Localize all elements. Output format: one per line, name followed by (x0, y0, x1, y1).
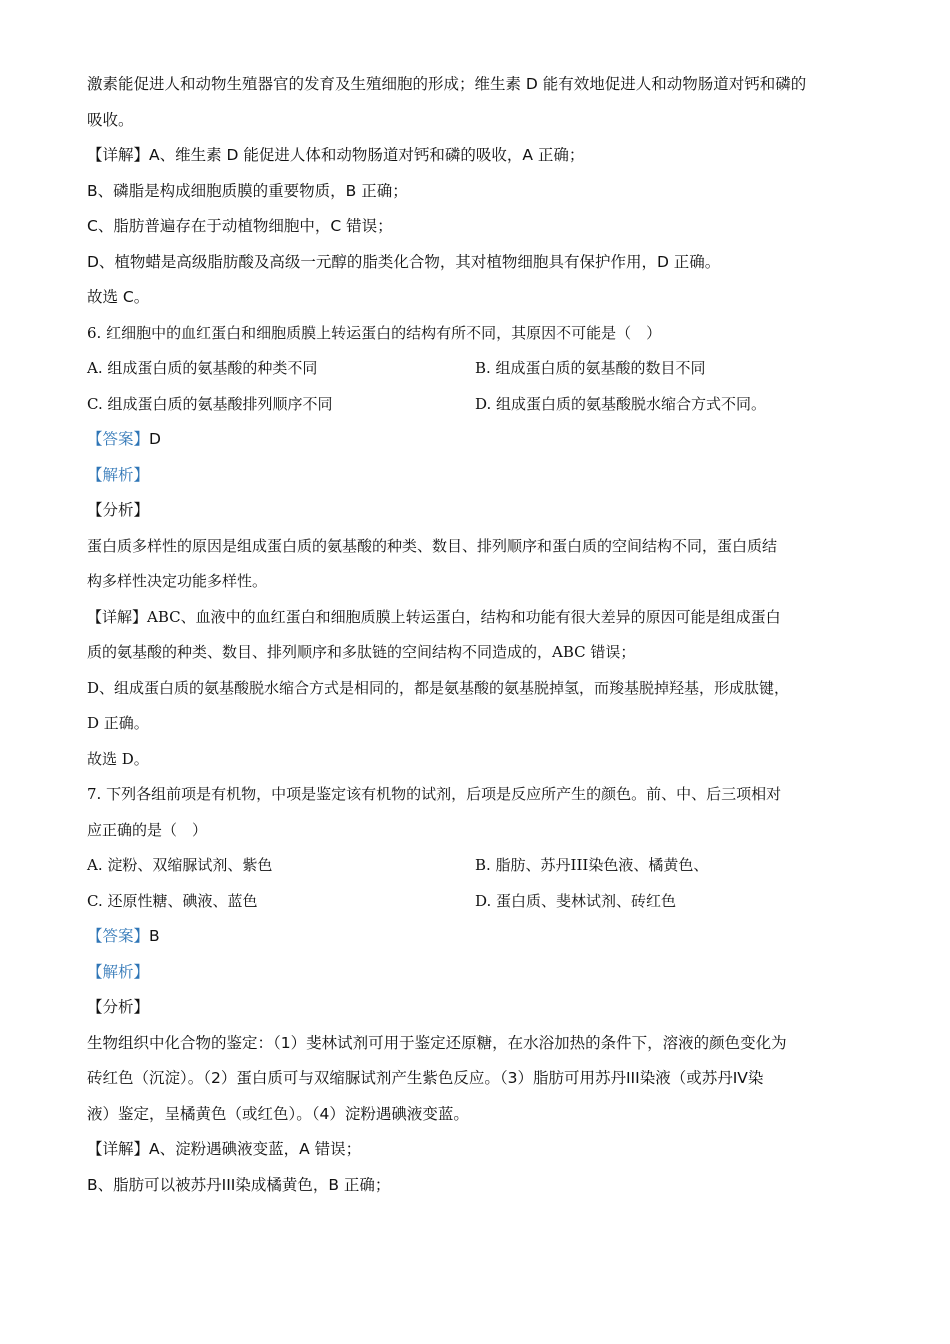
text-line: 【详解】A、维生素 D 能促进人体和动物肠道对钙和磷的吸收，A 正确； (87, 146, 585, 164)
text-line: 故选 D。 (87, 749, 149, 768)
text-line: 故选 C。 (87, 288, 150, 306)
answer-label: 【答案】 (87, 430, 150, 448)
fenxi-label: 【分析】 (87, 501, 150, 519)
option-c: C. 组成蛋白质的氨基酸排列顺序不同 (87, 394, 333, 413)
question-6-stem: 6. 红细胞中的血红蛋白和细胞质膜上转运蛋白的结构有所不同，其原因不可能是（ ） (87, 323, 662, 342)
text-line: 激素能促进人和动物生殖器官的发育及生殖细胞的形成；维生素 D 能有效地促进人和动物肠道对钙和磷的 (87, 75, 807, 93)
question-7-stem: 应正确的是（ ） (87, 820, 208, 839)
text-line: 构多样性决定功能多样性。 (87, 572, 268, 590)
option-d: D. 蛋白质、斐林试剂、砖红色 (475, 891, 677, 910)
analysis-label: 【解析】 (87, 962, 150, 981)
text-line: C、脂肪普遍存在于动植物细胞中，C 错误； (87, 217, 393, 235)
option-b: B. 脂肪、苏丹III染色液、橘黄色、 (475, 856, 709, 874)
answer-value: B (149, 927, 160, 945)
text-line: 液）鉴定，呈橘黄色（或红色）。（4）淀粉遇碘液变蓝。 (87, 1104, 469, 1123)
text-line: 蛋白质多样性的原因是组成蛋白质的氨基酸的种类、数目、排列顺序和蛋白质的空间结构不同，蛋白质结 (87, 536, 778, 555)
text-line: 【详解】A、淀粉遇碘液变蓝，A 错误； (87, 1140, 362, 1158)
option-a: A. 淀粉、双缩脲试剂、紫色 (87, 856, 273, 874)
text-line: 质的氨基酸的种类、数目、排列顺序和多肽链的空间结构不同造成的，ABC 错误； (87, 643, 636, 661)
option-d: D. 组成蛋白质的氨基酸脱水缩合方式不同。 (475, 394, 767, 413)
text-line: D、植物蜡是高级脂肪酸及高级一元醇的脂类化合物，其对植物细胞具有保护作用，D 正确。 (87, 252, 721, 271)
option-c: C. 还原性糖、碘液、蓝色 (87, 891, 258, 910)
fenxi-label: 【分析】 (87, 998, 150, 1016)
document-content (87, 67, 877, 1203)
answer-line (87, 422, 877, 458)
question-7-stem: 7. 下列各组前项是有机物，中项是鉴定该有机物的试剂，后项是反应所产生的颜色。前、中、后三项相对 (87, 785, 782, 803)
option-a: A. 组成蛋白质的氨基酸的种类不同 (87, 359, 318, 377)
question-6-options-row (87, 387, 877, 423)
text-line: D、组成蛋白质的氨基酸脱水缩合方式是相同的，都是氨基酸的氨基脱掉氢，而羧基脱掉羟基，形成肽键， (87, 678, 790, 697)
text-line: 【详解】ABC、血液中的血红蛋白和细胞质膜上转运蛋白，结构和功能有很大差异的原因可能是组成蛋白 (87, 607, 781, 626)
text-line: D 正确。 (87, 714, 149, 732)
text-line: 生物组织中化合物的鉴定：（1）斐林试剂可用于鉴定还原糖，在水浴加热的条件下，溶液的颜色变化为 (87, 1033, 787, 1052)
question-7-options-row (87, 884, 877, 920)
text-line: 砖红色（沉淀）。（2）蛋白质可与双缩脲试剂产生紫色反应。（3）脂肪可用苏丹III染液（或苏丹IV染 (87, 1069, 764, 1087)
text-line: B、脂肪可以被苏丹III染成橘黄色，B 正确； (87, 1175, 391, 1194)
analysis-label: 【解析】 (87, 465, 150, 484)
text-line: 吸收。 (87, 110, 134, 129)
answer-label: 【答案】 (87, 927, 150, 945)
question-7-options-row (87, 848, 877, 884)
text-line: B、磷脂是构成细胞质膜的重要物质，B 正确； (87, 181, 408, 200)
question-6-options-row (87, 351, 877, 387)
answer-line (87, 919, 877, 955)
answer-value: D (149, 430, 161, 448)
option-b: B. 组成蛋白质的氨基酸的数目不同 (475, 359, 706, 377)
